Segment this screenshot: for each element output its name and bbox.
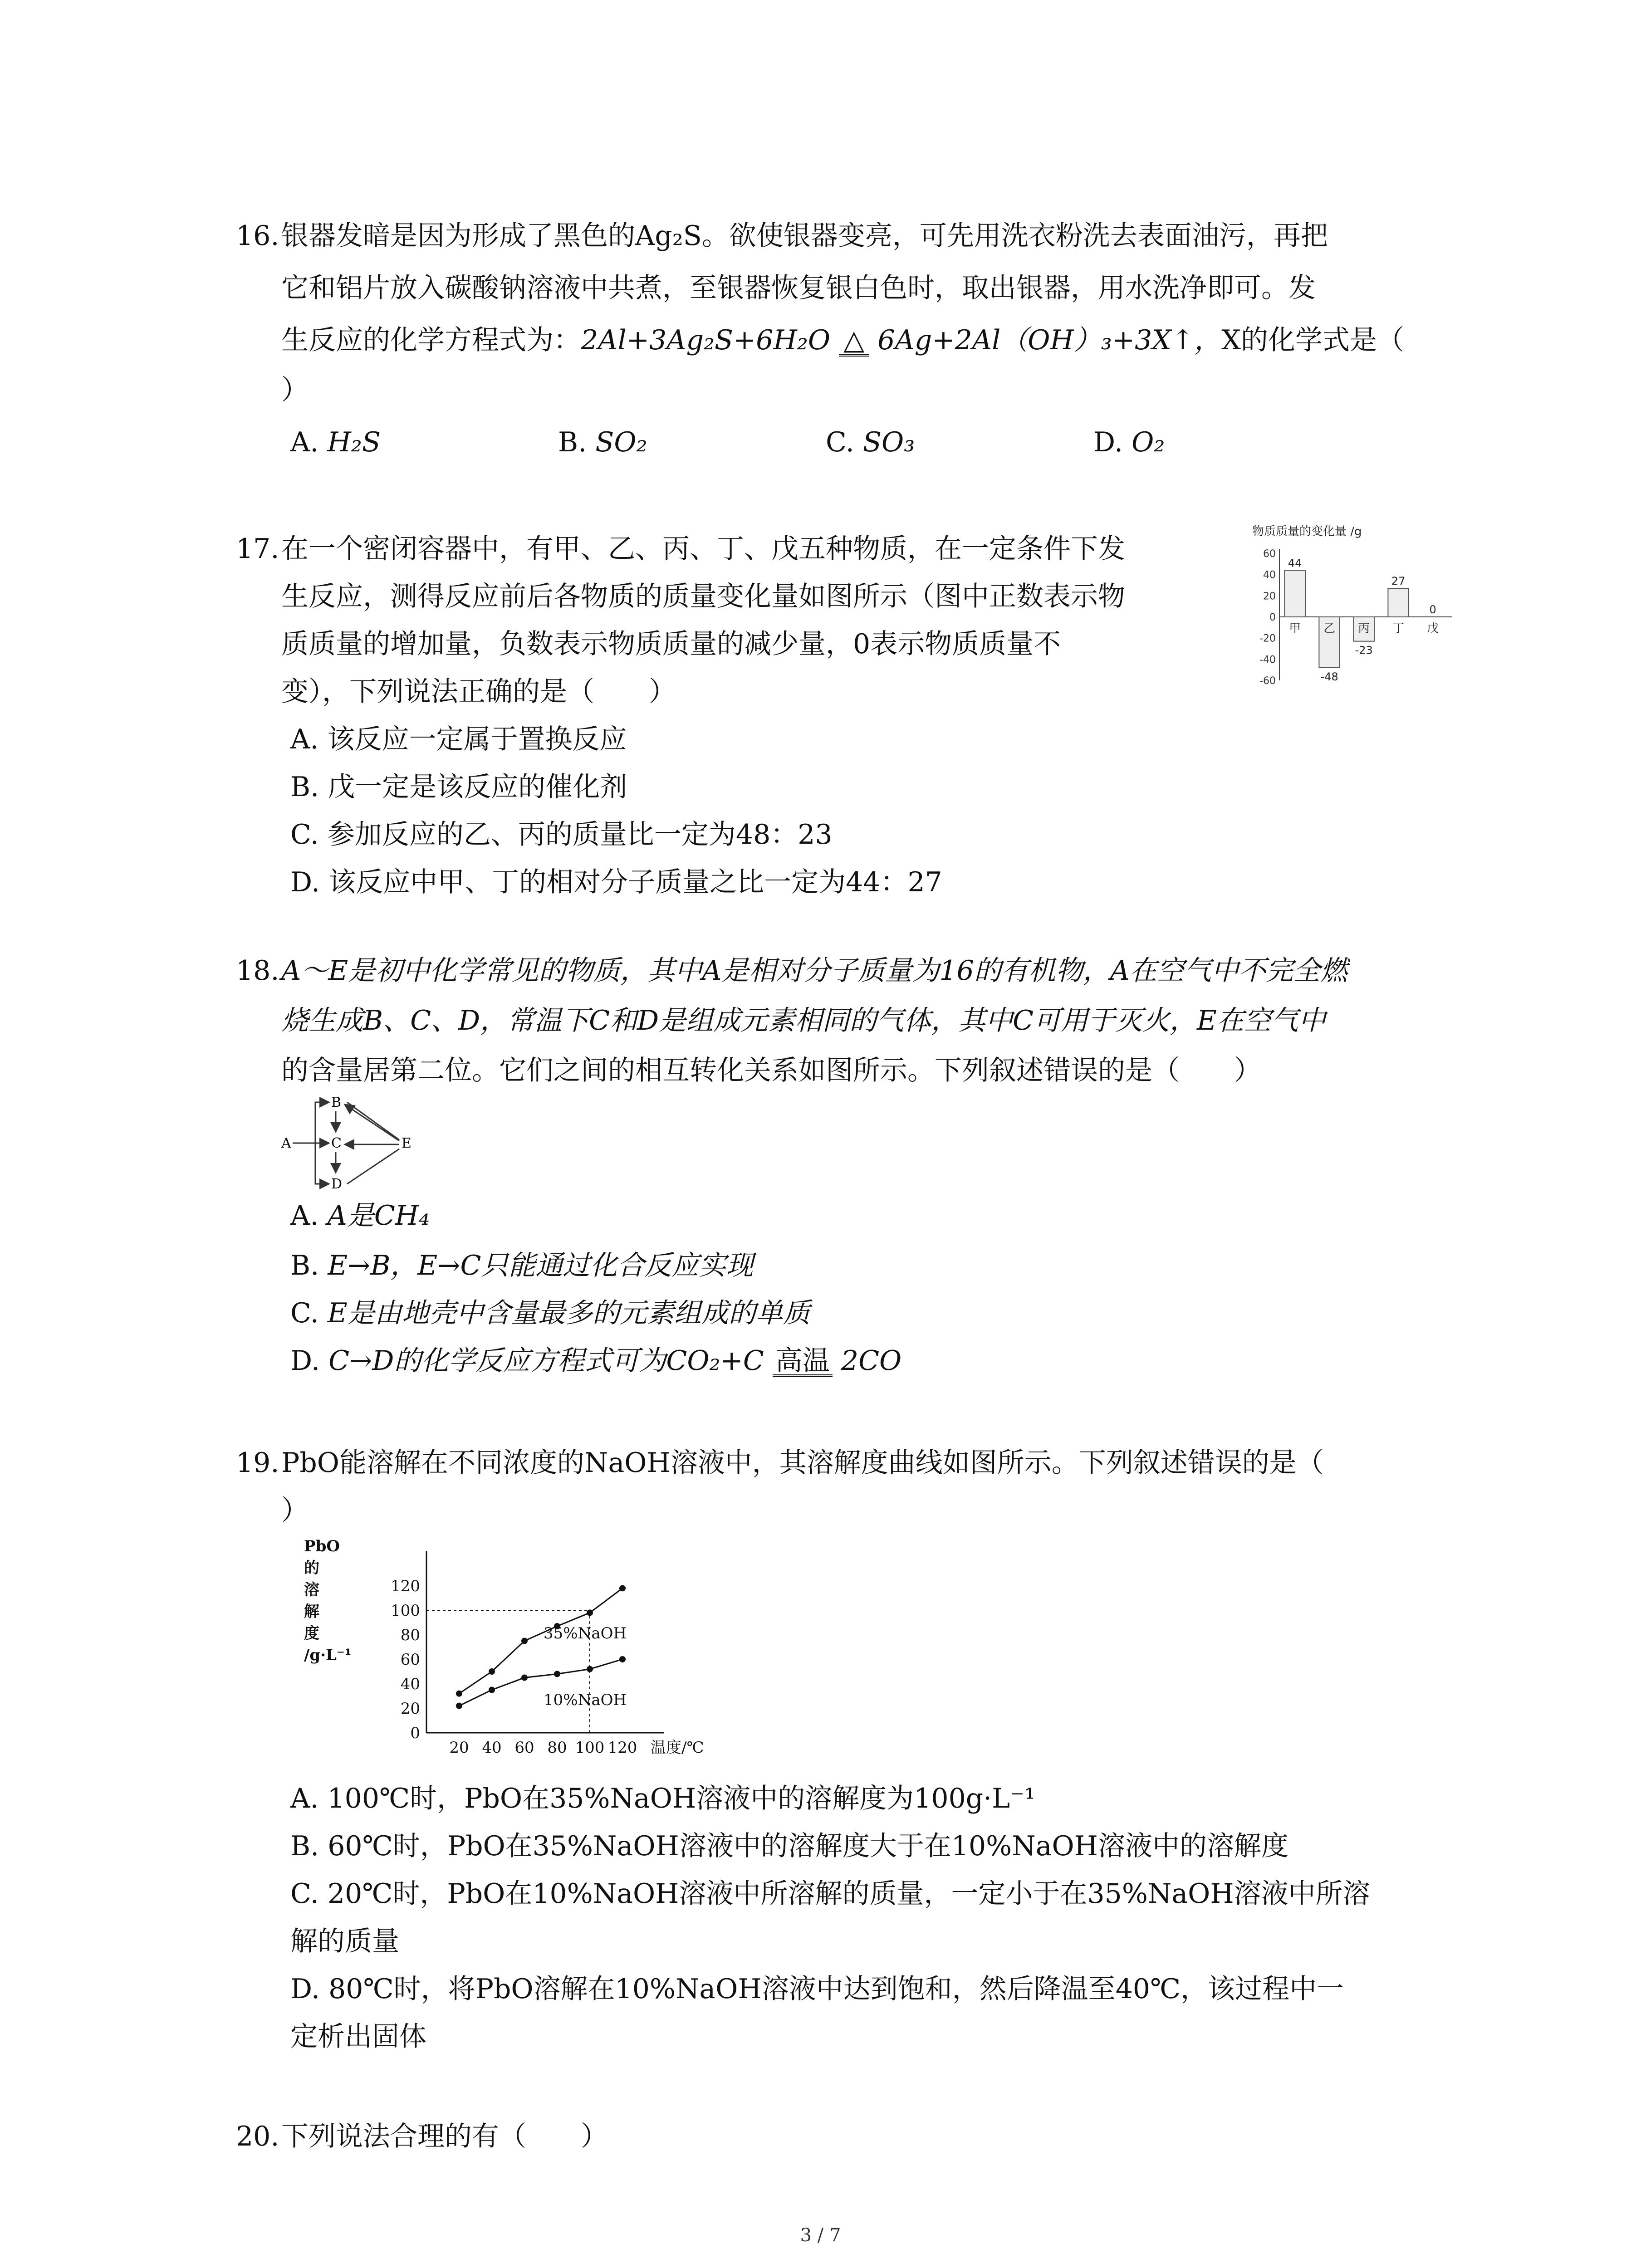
option-d-continued: 定析出固体: [290, 2021, 426, 2053]
page-number: 3 / 7: [800, 2225, 841, 2246]
bar-value-label: -23: [1355, 644, 1373, 657]
conversion-diagram: [272, 1091, 417, 1195]
option-d: D. 80℃时，将PbO溶解在10%NaOH溶液中达到饱和，然后降温至40℃，该过程中一: [290, 1973, 1344, 2005]
question-number: 19.: [236, 1447, 279, 1479]
question-text-line: 生反应，测得反应前后各物质的质量变化量如图所示（图中正数表示物: [281, 581, 1125, 612]
bar: [1388, 588, 1409, 617]
option-a: A. A是CH₄: [290, 1200, 430, 1232]
y-axis-label: 度: [304, 1624, 319, 1642]
y-tick-label: 60: [1263, 548, 1276, 560]
x-tick-label: 40: [482, 1739, 502, 1757]
y-tick-label: 0: [410, 1724, 420, 1742]
category-label: 甲: [1289, 622, 1301, 635]
option-c: C. 20℃时，PbO在10%NaOH溶液中所溶解的质量，一定小于在35%NaOH溶液中所溶: [290, 1878, 1370, 1910]
x-axis-label: 温度/℃: [651, 1739, 704, 1757]
series-label: 10%NaOH: [544, 1691, 627, 1709]
question-number: 17.: [236, 533, 279, 565]
x-tick-label: 80: [547, 1739, 567, 1757]
option-d: D. 该反应中甲、丁的相对分子质量之比一定为44：27: [290, 866, 942, 898]
category-label: 丙: [1358, 622, 1370, 635]
y-tick-label: 100: [391, 1602, 420, 1620]
option-a: A. 该反应一定属于置换反应: [290, 723, 627, 755]
option-b: B. 60℃时，PbO在35%NaOH溶液中的溶解度大于在10%NaOH溶液中的溶解度: [290, 1830, 1288, 1862]
question-text-line: 的含量居第二位。它们之间的相互转化关系如图所示。下列叙述错误的是（ ）: [281, 1055, 1261, 1086]
node-a: A: [281, 1135, 291, 1151]
option-a: A. H₂S: [290, 426, 381, 458]
question-text-line: [281, 318, 1404, 363]
option-c-continued: 解的质量: [290, 1926, 399, 1957]
y-axis-label: 溶: [304, 1581, 319, 1599]
x-tick-label: 60: [514, 1739, 534, 1757]
category-label: 乙: [1323, 622, 1336, 635]
question-text-line: ）: [281, 374, 309, 406]
question-text-line: 烧生成B、C、D，常温下C和D是组成元素相同的气体，其中C可用于灭火，E在空气中: [281, 1005, 1326, 1036]
option-b: B. SO₂: [558, 426, 647, 458]
diagram-arrows: [293, 1102, 399, 1184]
question-number: 18.: [236, 955, 279, 987]
data-point: [521, 1675, 528, 1681]
category-label: 丁: [1392, 622, 1405, 635]
question-number: 16.: [236, 220, 279, 252]
data-point: [456, 1703, 462, 1709]
y-tick-label: -40: [1259, 654, 1276, 666]
question-text-tail: X的化学式是（: [1221, 324, 1404, 356]
question-text-line: 下列说法合理的有（ ）: [281, 2121, 608, 2152]
question-number: 20.: [236, 2121, 279, 2152]
y-tick-label: 80: [400, 1626, 420, 1644]
node-b: B: [331, 1095, 342, 1110]
data-point: [587, 1609, 593, 1616]
bar-value-label: -48: [1320, 670, 1338, 683]
option-c: C. 参加反应的乙、丙的质量比一定为48：23: [290, 819, 833, 850]
y-axis-label: /g·L⁻¹: [304, 1646, 352, 1664]
question-text-line: 在一个密闭容器中，有甲、乙、丙、丁、戊五种物质，在一定条件下发: [281, 533, 1125, 565]
question-text-line: 它和铝片放入碳酸钠溶液中共煮，至银器恢复银白色时，取出银器，用水洗净即可。发: [281, 272, 1316, 304]
x-tick-label: 100: [575, 1739, 605, 1757]
option-c: C. E是由地壳中含量最多的元素组成的单质: [290, 1297, 810, 1329]
bar-value-label: 27: [1391, 575, 1406, 587]
node-e: E: [402, 1135, 411, 1151]
y-tick-label: 20: [1263, 591, 1276, 602]
reaction-condition: 高温: [773, 1347, 833, 1377]
x-tick-label: 20: [449, 1739, 469, 1757]
y-tick-label: 0: [1269, 612, 1276, 623]
y-tick-label: -20: [1259, 633, 1276, 645]
data-point: [489, 1687, 495, 1693]
equation-products: 6Ag+2Al（OH）₃+3X↑，: [877, 324, 1222, 356]
y-tick-label: 40: [400, 1675, 420, 1693]
option-a: A. 100℃时，PbO在35%NaOH溶液中的溶解度为100g·L⁻¹: [290, 1783, 1035, 1814]
y-tick-label: 40: [1263, 569, 1276, 581]
question-text-line: A～E是初中化学常见的物质，其中A是相对分子质量为16的有机物，A在空气中不完全燃: [281, 955, 1348, 987]
bar: [1284, 570, 1305, 617]
option-c: C. SO₃: [826, 426, 915, 458]
y-tick-label: 120: [391, 1577, 420, 1595]
reaction-condition: △: [839, 327, 869, 357]
equation-intro: 生反应的化学方程式为：: [281, 324, 581, 356]
chart-title: 物质质量的变化量 /g: [1252, 525, 1362, 538]
bar-value-label: 44: [1288, 557, 1302, 570]
node-d: D: [331, 1176, 343, 1192]
option-d: D. O₂: [1093, 426, 1165, 458]
y-axis-label: PbO: [304, 1537, 340, 1555]
data-point: [619, 1656, 626, 1662]
option-b: B. 戊一定是该反应的催化剂: [290, 771, 627, 803]
option-d: D. C→D的化学反应方程式可为CO₂+C 高温 2CO: [290, 1345, 902, 1377]
question-text-line: 质质量的增加量，负数表示物质质量的减少量，0表示物质质量不: [281, 628, 1061, 660]
data-point: [489, 1668, 495, 1675]
question-text-line: ）: [281, 1495, 309, 1526]
equation-reactants: 2Al+3Ag₂S+6H₂O: [581, 324, 831, 356]
data-point: [619, 1585, 626, 1591]
question-text-line: 银器发暗是因为形成了黑色的Ag₂S。欲使银器变亮，可先用洗衣粉洗去表面油污，再把: [281, 220, 1328, 252]
x-tick-label: 120: [607, 1739, 637, 1757]
data-point: [521, 1638, 528, 1644]
solubility-line-chart: [290, 1533, 726, 1765]
data-point: [554, 1671, 560, 1677]
question-text-line: 变），下列说法正确的是（ ）: [281, 676, 676, 708]
option-b: B. E→B，E→C只能通过化合反应实现: [290, 1250, 754, 1281]
category-label: 戊: [1427, 622, 1439, 635]
y-tick-label: 20: [400, 1700, 420, 1718]
question-text-line: PbO能溶解在不同浓度的NaOH溶液中，其溶解度曲线如图所示。下列叙述错误的是（: [281, 1447, 1324, 1479]
bar-value-label: 0: [1429, 603, 1436, 616]
y-tick-label: 60: [400, 1651, 420, 1669]
y-axis-label: 解: [304, 1603, 319, 1621]
series-label: 35%NaOH: [544, 1624, 627, 1642]
y-tick-label: -60: [1259, 675, 1276, 687]
data-point: [587, 1666, 593, 1672]
data-point: [456, 1691, 462, 1697]
mass-change-bar-chart: [1243, 517, 1461, 699]
y-axis-label: 的: [304, 1559, 319, 1577]
node-c: C: [331, 1135, 342, 1151]
